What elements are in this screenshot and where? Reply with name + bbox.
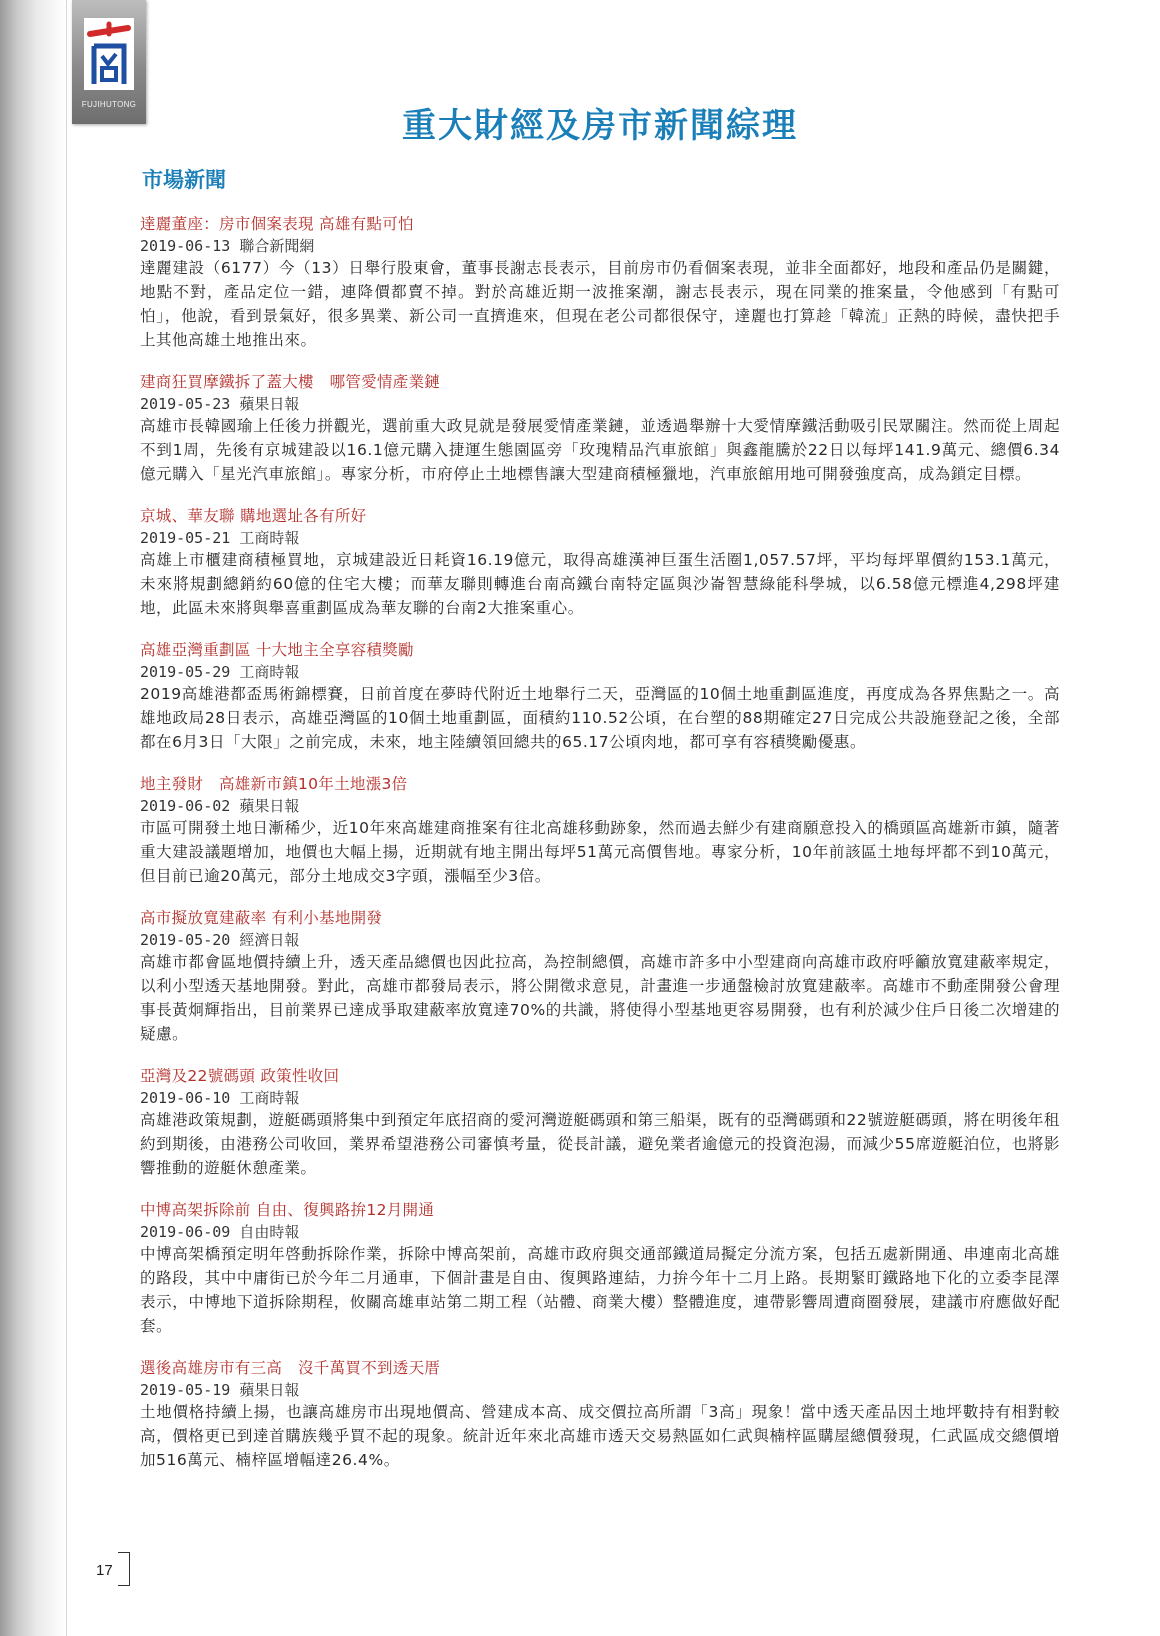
article-item [140, 1064, 1060, 1180]
page-number-bracket [118, 1552, 130, 1586]
article-item [140, 906, 1060, 1046]
article-body: 高雄市都會區地價持續上升，透天產品總價也因此拉高，為控制總價，高雄市許多中小型建商向高雄市政府呼籲放寬建蔽率規定，以利小型透天基地開發。對此，高雄市都發局表示，將公開徵求意見，計畫進一步通盤檢討放寬建蔽率。高雄市不動產開發公會理事長黃炯輝指出，目前業界已達成爭取建蔽率放寬達70%的共識，將使得小型基地更容易開發，也有利於減少住戶日後二次增建的疑慮。 [140, 953, 1060, 1043]
article-item [140, 1356, 1060, 1472]
article-body: 高雄市長韓國瑜上任後力拼觀光，選前重大政見就是發展愛情產業鏈，並透過舉辦十大愛情摩鐵活動吸引民眾關注。然而從上周起不到1周，先後有京城建設以16.1億元購入捷運生態園區旁「玫瑰精品汽車旅館」與鑫龍騰於22日以每坪141.9萬元、總價6.34億元購入「星光汽車旅館」。專家分析，市府停止土地標售讓大型建商積極獵地，汽車旅館用地可開發強度高，成為鎖定目標。 [140, 417, 1060, 483]
article-headline: 建商狂買摩鐵拆了蓋大樓 哪管愛情產業鏈 [140, 373, 441, 391]
article-item [140, 370, 1060, 486]
article-meta: 2019-06-10 工商時報 [140, 1089, 300, 1107]
article-headline: 地主發財 高雄新市鎮10年土地漲3倍 [140, 775, 408, 793]
article-body: 土地價格持續上揚，也讓高雄房市出現地價高、營建成本高、成交價拉高所謂「3高」現象！當中透天產品因土地坪數持有相對較高，價格更已到達首購族幾乎買不起的現象。統計近年來北高雄市透天交易熱區如仁武與楠梓區購屋總價發現，仁武區成交總價增加516萬元、楠梓區增幅達26.4%。 [140, 1403, 1060, 1469]
article-meta: 2019-05-23 蘋果日報 [140, 395, 300, 413]
page-title: 重大財經及房市新聞綜理 [402, 106, 798, 146]
article-body: 中博高架橋預定明年啓動拆除作業，拆除中博高架前，高雄市政府與交通部鐵道局擬定分流方案，包括五處新開通、串連南北高雄的路段，其中中庸街已於今年二月通車，下個計畫是自由、復興路連結，力拚今年十二月上路。長期緊盯鐵路地下化的立委李昆澤表示，中博地下道拆除期程，攸關高雄車站第二期工程（站體、商業大樓）整體進度，連帶影響周遭商圈發展，建議市府應做好配套。 [140, 1245, 1060, 1335]
article-item [140, 772, 1060, 888]
article-meta: 2019-05-29 工商時報 [140, 663, 300, 681]
article-body: 高雄港政策規劃，遊艇碼頭將集中到預定年底招商的愛河灣遊艇碼頭和第三船渠，既有的亞灣碼頭和22號遊艇碼頭，將在明後年租約到期後，由港務公司收回，業界希望港務公司審慎考量，從長計議，避免業者逾億元的投資泡湯，而減少55席遊艇泊位，也將影響推動的遊艇休憩產業。 [140, 1111, 1060, 1177]
article-headline: 中博高架拆除前 自由、復興路拚12月開通 [140, 1201, 435, 1219]
article-headline: 達麗董座：房市個案表現 高雄有點可怕 [140, 215, 414, 233]
article-meta: 2019-05-20 經濟日報 [140, 931, 300, 949]
article-headline: 高市擬放寬建蔽率 有利小基地開發 [140, 909, 383, 927]
binding-edge [66, 0, 67, 1636]
section-title: 市場新聞 [142, 168, 226, 192]
article-body: 市區可開發土地日漸稀少，近10年來高雄建商推案有往北高雄移動跡象，然而過去鮮少有建商願意投入的橋頭區高雄新市鎮，隨著重大建設議題增加，地價也大幅上揚，近期就有地主開出每坪51萬元高價售地。專家分析，10年前該區土地每坪都不到10萬元，但目前已逾20萬元，部分土地成交3字頭，漲幅至少3倍。 [140, 819, 1060, 885]
article-headline: 選後高雄房市有三高 沒千萬買不到透天厝 [140, 1359, 441, 1377]
article-meta: 2019-05-21 工商時報 [140, 529, 300, 547]
article-item [140, 1198, 1060, 1338]
article-meta: 2019-06-02 蘋果日報 [140, 797, 300, 815]
logo-emblem-icon [84, 18, 134, 90]
article-item [140, 212, 1060, 352]
article-meta: 2019-06-09 自由時報 [140, 1223, 300, 1241]
page-binding-shadow [0, 0, 66, 1636]
logo-wordmark: FUJIHUTONG [81, 100, 137, 109]
article-meta: 2019-06-13 聯合新聞網 [140, 237, 315, 255]
article-headline: 高雄亞灣重劃區 十大地主全享容積獎勵 [140, 641, 414, 659]
article-headline: 亞灣及22號碼頭 政策性收回 [140, 1067, 340, 1085]
article-list [140, 212, 1060, 1490]
article-meta: 2019-05-19 蘋果日報 [140, 1381, 300, 1399]
article-headline: 京城、華友聯 購地選址各有所好 [140, 507, 367, 525]
article-item [140, 504, 1060, 620]
article-item [140, 638, 1060, 754]
article-body: 高雄上市櫃建商積極買地，京城建設近日耗資16.19億元，取得高雄漢神巨蛋生活圈1,057.57坪，平均每坪單價約153.1萬元，未來將規劃總銷約60億的住宅大樓；而華友聯則轉進台南高鐵台南特定區與沙崙智慧綠能科學城，以6.58億元標進4,298坪建地，此區未來將與舉喜重劃區成為華友聯的台南2大推案重心。 [140, 551, 1060, 617]
page-number: 17 [96, 1562, 113, 1579]
article-body: 2019高雄港都盃馬術錦標賽，日前首度在夢時代附近土地舉行二天，亞灣區的10個土地重劃區進度，再度成為各界焦點之一。高雄地政局28日表示，高雄亞灣區的10個土地重劃區，面積約110.52公頃，在台塑的88期確定27日完成公共設施登記之後，全部都在6月3日「大限」之前完成，未來，地主陸續領回總共的65.17公頃肉地，都可享有容積獎勵優惠。 [140, 685, 1060, 751]
article-body: 達麗建設（6177）今（13）日舉行股東會，董事長謝志長表示，目前房市仍看個案表現，並非全面都好，地段和產品仍是關鍵，地點不對，產品定位一錯，連降價都賣不掉。對於高雄近期一波推案潮，謝志長表示，現在同業的推案量，令他感到「有點可怕」，他說，看到景氣好，很多異業、新公司一直擠進來，但現在老公司都很保守，達麗也打算趁「韓流」正熱的時候，盡快把手上其他高雄土地推出來。 [140, 259, 1060, 349]
